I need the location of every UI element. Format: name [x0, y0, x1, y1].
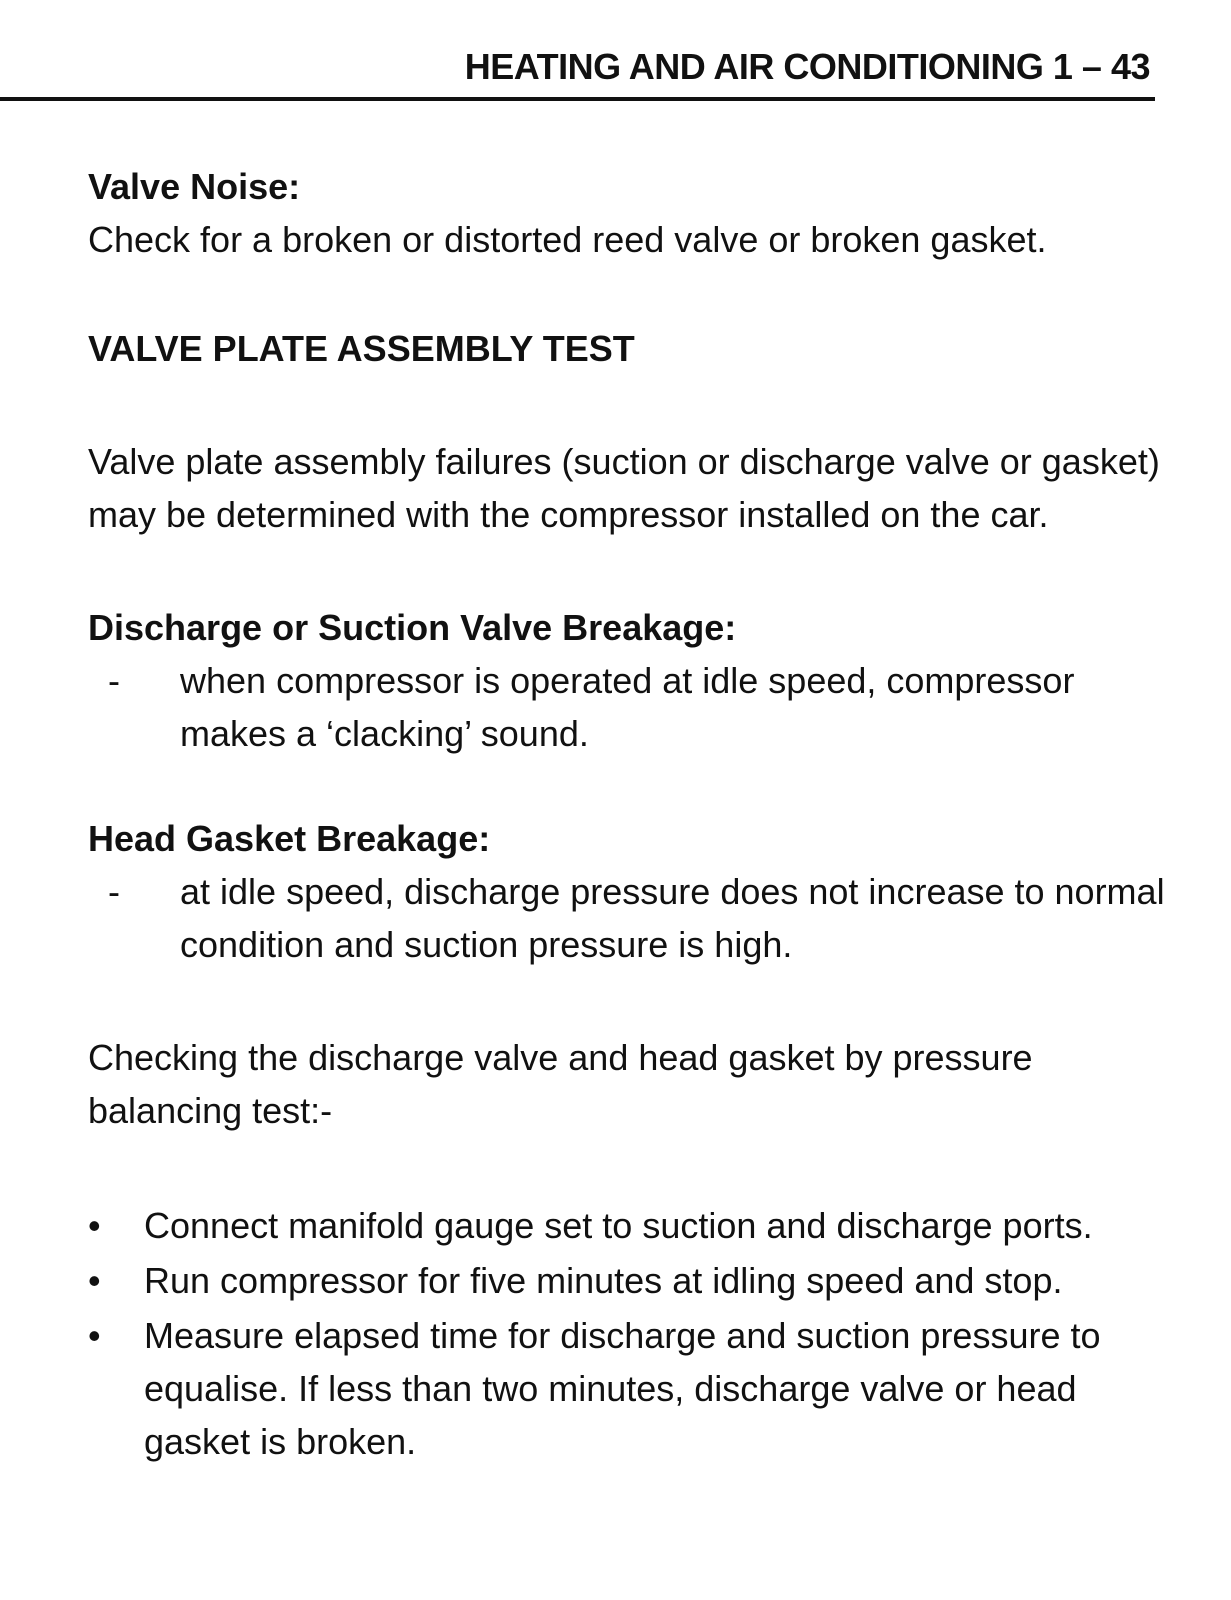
gasket-item: at idle speed, discharge pressure does not increase to normal condition and suction pressure is high.	[180, 871, 1165, 965]
bullet-marker: •	[88, 1205, 101, 1246]
list-item	[88, 1199, 1168, 1252]
balancing-intro: Checking the discharge valve and head gasket by pressure balancing test:-	[88, 1037, 1033, 1131]
bullet-marker: •	[88, 1315, 101, 1356]
step-text: Connect manifold gauge set to suction and discharge ports.	[144, 1205, 1093, 1246]
list-item	[88, 865, 1168, 971]
gasket-heading: Head Gasket Breakage:	[88, 818, 491, 859]
page-content	[88, 160, 1168, 1468]
valve-noise-text: Check for a broken or distorted reed valve or broken gasket.	[88, 219, 1047, 260]
bullet-marker: •	[88, 1260, 101, 1301]
dash-marker: -	[108, 871, 120, 912]
list-item	[88, 1309, 1168, 1468]
header-rule	[0, 97, 1155, 101]
valve-noise-heading: Valve Noise:	[88, 166, 301, 207]
dash-marker: -	[108, 660, 120, 701]
plate-test-heading: VALVE PLATE ASSEMBLY TEST	[88, 328, 635, 369]
list-item	[88, 654, 1168, 760]
step-text: Measure elapsed time for discharge and suction pressure to equalise. If less than two minutes, discharge valve or head gasket is broken.	[144, 1315, 1101, 1462]
list-item	[88, 1254, 1168, 1307]
valve-breakage-heading: Discharge or Suction Valve Breakage:	[88, 607, 737, 648]
plate-test-intro: Valve plate assembly failures (suction or discharge valve or gasket) may be determined with the compressor installed on the car.	[88, 441, 1160, 535]
valve-breakage-item: when compressor is operated at idle speed, compressor makes a ‘clacking’ sound.	[180, 660, 1075, 754]
page-header: HEATING AND AIR CONDITIONING 1 – 43	[464, 46, 1150, 87]
step-text: Run compressor for five minutes at idling speed and stop.	[144, 1260, 1063, 1301]
